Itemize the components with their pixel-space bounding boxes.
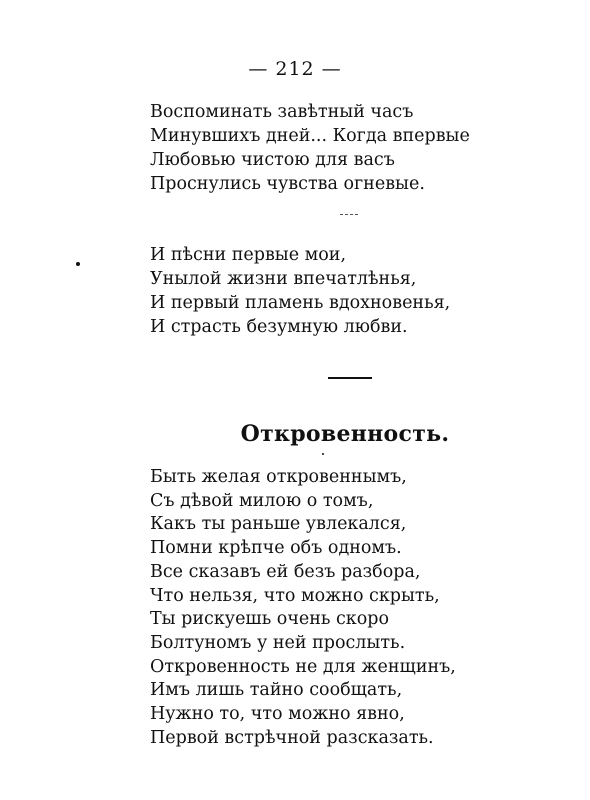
verse-line: Какъ ты раньше увлекался, <box>150 514 407 535</box>
verse-line: Что нельзя, что можно скрыть, <box>150 585 440 606</box>
poem-end-rule <box>328 377 372 379</box>
verse-line: Съ дѣвой милою о томъ, <box>150 490 374 511</box>
print-speck <box>322 453 324 455</box>
stanza-3 <box>150 466 456 750</box>
poem-title: Откровенность. <box>240 421 450 447</box>
verse-line: Воспоминать завѣтный часъ <box>150 102 414 122</box>
verse-line: Проснулись чувства огневые. <box>150 174 425 194</box>
verse-line: Помни крѣпче объ одномъ. <box>150 538 402 559</box>
stanza-2 <box>150 243 450 339</box>
verse-line: Быть желая откровеннымъ, <box>150 467 407 487</box>
stanza-separator <box>340 214 358 215</box>
verse-line: И первый пламень вдохновенья, <box>150 293 451 313</box>
verse-line: Первой встрѣчной разсказать. <box>150 727 434 748</box>
page-number: — 212 — <box>248 58 342 80</box>
verse-line: Минувшихъ дней... Когда впервые <box>150 126 470 146</box>
print-speck <box>76 262 80 266</box>
verse-line: Любовью чистою для васъ <box>150 150 395 170</box>
stanza-1 <box>150 100 470 196</box>
verse-line: Унылой жизни впечатлѣнья, <box>150 269 417 289</box>
verse-line: Нужно то, что можно явно, <box>150 704 405 725</box>
verse-line: Откровенность не для женщинъ, <box>150 656 456 677</box>
verse-line: Болтуномъ у ней прослыть. <box>150 632 406 653</box>
verse-line: Все сказавъ ей безъ разбора, <box>150 561 421 582</box>
verse-line: И страсть безумную любви. <box>150 317 408 337</box>
verse-line: Ты рискуешь очень скоро <box>150 609 390 630</box>
verse-line: Имъ лишь тайно сообщать, <box>150 680 403 701</box>
verse-line: И пѣсни первые мои, <box>150 245 347 265</box>
